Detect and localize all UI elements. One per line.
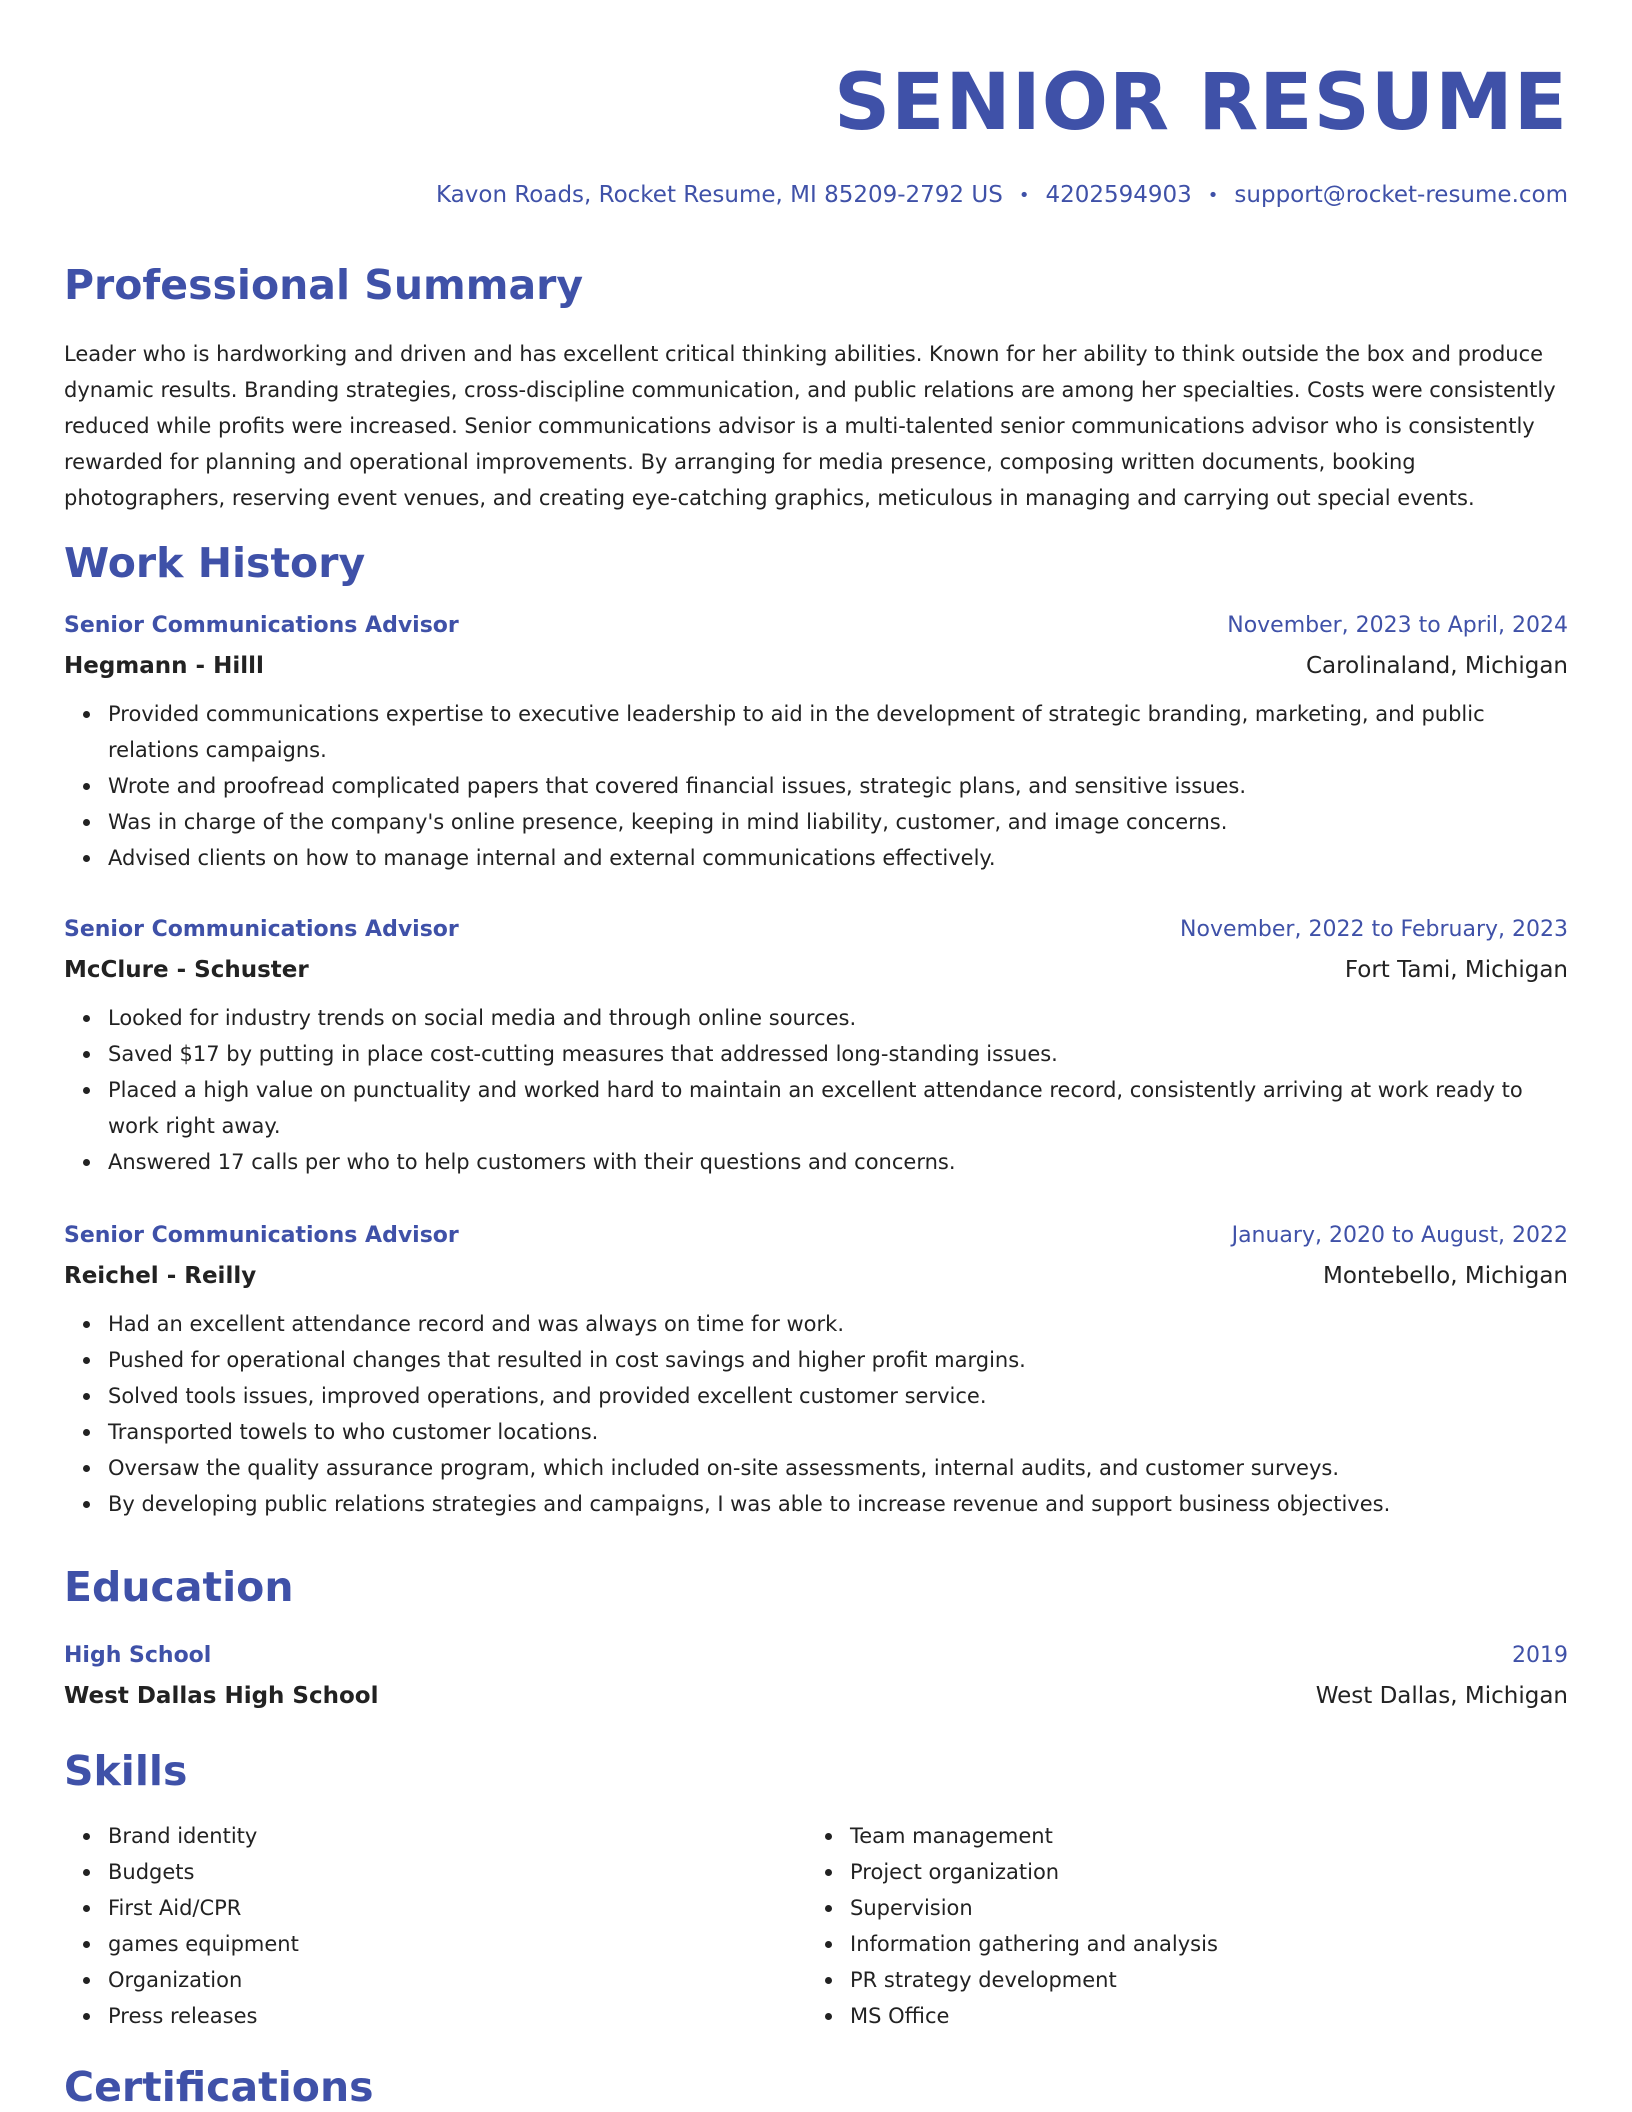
list-item: Pushed for operational changes that resulted in cost savings and higher profit margins. (108, 1342, 1568, 1378)
skills-list (64, 1818, 764, 2034)
contact-phone: 4202594903 (1045, 182, 1192, 208)
skill-item: Project organization (850, 1854, 1506, 1890)
contact-address: Kavon Roads, Rocket Resume, MI 85209-2792 US (435, 182, 1003, 208)
list-item: Oversaw the quality assurance program, which included on-site assessments, internal audits, and customer surveys. (108, 1450, 1568, 1486)
skill-item: Supervision (850, 1890, 1506, 1926)
skill-item: Budgets (108, 1854, 764, 1890)
job-entry (64, 608, 1568, 876)
job-bullets (64, 1306, 1568, 1522)
section-title-education: Education (64, 1563, 294, 1611)
education-location: West Dallas, Michigan (1315, 1683, 1568, 1709)
skills-list (806, 1818, 1506, 2034)
job-dates: January, 2020 to August, 2022 (1231, 1223, 1568, 1248)
contact-email[interactable]: support@rocket-resume.com (1234, 182, 1568, 208)
section-title-skills: Skills (64, 1747, 188, 1795)
list-item: Transported towels to who customer locations. (108, 1414, 1568, 1450)
job-company: Hegmann - Hilll (64, 653, 264, 679)
job-bullets (64, 1000, 1568, 1180)
summary-text: Leader who is hardworking and driven and has excellent critical thinking abilities. Known for her ability to think outside the box and produce dynamic results. Branding strategies, cross-discipline communication, and public relations are among her specialties. Costs were consistently reduced while profits were increased. Senior communications advisor is a multi-talented senior communications advisor who is consistently rewarded for planning and operational improvements. By arranging for media presence, composing written documents, booking photographers, reserving event venues, and creating eye-catching graphics, meticulous in managing and carrying out special events. (64, 342, 1556, 510)
list-item: Provided communications expertise to executive leadership to aid in the development of strategic branding, marketing, and public relations campaigns. (108, 696, 1568, 768)
skill-item: games equipment (108, 1926, 764, 1962)
skill-item: MS Office (850, 1998, 1506, 2034)
list-item: Had an excellent attendance record and was always on time for work. (108, 1306, 1568, 1342)
section-title-certifications: Certifications (64, 2063, 374, 2111)
list-item: By developing public relations strategies and campaigns, I was able to increase revenue and support business objectives. (108, 1486, 1568, 1522)
skills-column-left (64, 1818, 764, 2034)
skill-item: Press releases (108, 1998, 764, 2034)
skill-item: Team management (850, 1818, 1506, 1854)
job-location: Fort Tami, Michigan (1344, 957, 1568, 983)
resume-title: SENIOR RESUME (833, 58, 1568, 148)
job-dates: November, 2023 to April, 2024 (1227, 613, 1568, 638)
skill-item: PR strategy development (850, 1962, 1506, 1998)
skill-item: Information gathering and analysis (850, 1926, 1506, 1962)
job-location: Carolinaland, Michigan (1305, 653, 1568, 679)
section-title-summary: Professional Summary (64, 261, 584, 309)
job-location: Montebello, Michigan (1322, 1263, 1568, 1289)
list-item: Placed a high value on punctuality and worked hard to maintain an excellent attendance record, consistently arriving at work ready to work right away. (108, 1072, 1568, 1144)
skills-column-right (806, 1818, 1506, 2034)
education-degree: High School (64, 1643, 212, 1668)
job-role: Senior Communications Advisor (64, 1223, 459, 1248)
job-dates: November, 2022 to February, 2023 (1180, 917, 1568, 942)
job-role: Senior Communications Advisor (64, 917, 459, 942)
job-entry (64, 912, 1568, 1180)
contact-separator: • (1018, 185, 1030, 206)
job-entry (64, 1218, 1568, 1522)
list-item: Looked for industry trends on social media and through online sources. (108, 1000, 1568, 1036)
list-item: Answered 17 calls per who to help customers with their questions and concerns. (108, 1144, 1568, 1180)
job-role: Senior Communications Advisor (64, 613, 459, 638)
job-company: Reichel - Reilly (64, 1263, 257, 1289)
education-year: 2019 (1512, 1643, 1568, 1668)
education-school: West Dallas High School (64, 1683, 379, 1709)
list-item: Was in charge of the company's online presence, keeping in mind liability, customer, and image concerns. (108, 804, 1568, 840)
job-company: McClure - Schuster (64, 957, 309, 983)
list-item: Advised clients on how to manage internal and external communications effectively. (108, 840, 1568, 876)
list-item: Saved $17 by putting in place cost-cutting measures that addressed long-standing issues. (108, 1036, 1568, 1072)
skill-item: Brand identity (108, 1818, 764, 1854)
skill-item: Organization (108, 1962, 764, 1998)
skill-item: First Aid/CPR (108, 1890, 764, 1926)
list-item: Solved tools issues, improved operations, and provided excellent customer service. (108, 1378, 1568, 1414)
contact-line (436, 180, 1568, 211)
contact-separator: • (1207, 185, 1219, 206)
education-entry (64, 1638, 1568, 1718)
job-bullets (64, 696, 1568, 876)
list-item: Wrote and proofread complicated papers that covered financial issues, strategic plans, and sensitive issues. (108, 768, 1568, 804)
section-title-work-history: Work History (64, 539, 366, 587)
